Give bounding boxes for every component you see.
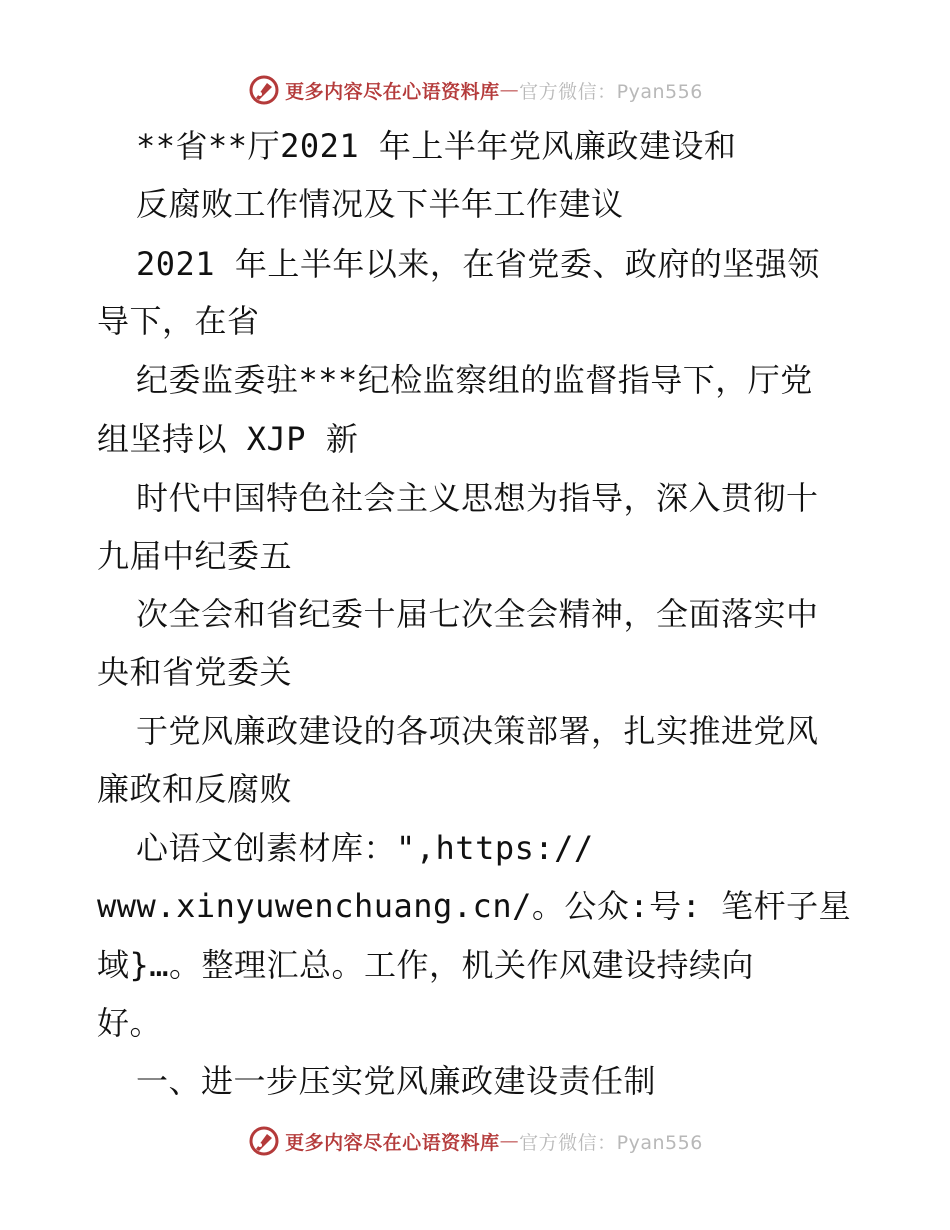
paragraph-line: www.xinyuwenchuang.cn/。公众:号: 笔杆子星 — [97, 887, 852, 925]
watermark-footer — [0, 1121, 950, 1161]
document-title-line-2: 反腐败工作情况及下半年工作建议 — [136, 185, 624, 223]
paragraph-line: 组坚持以 XJP 新 — [97, 420, 359, 458]
pen-nib-circle-icon — [247, 1124, 281, 1158]
paragraph-line: 次全会和省纪委十届七次全会精神，全面落实中 — [136, 595, 819, 633]
paragraph-line: 廉政和反腐败 — [97, 770, 293, 808]
paragraph-line: 于党风廉政建设的各项决策部署，扎实推进党风 — [136, 712, 819, 750]
paragraph-line: 好。 — [97, 1004, 163, 1042]
paragraph-line: 2021 年上半年以来，在省党委、政府的坚强领 — [136, 245, 820, 283]
paragraph-line: 央和省党委关 — [97, 653, 293, 691]
paragraph-line: 导下，在省 — [97, 302, 260, 340]
watermark-separator: — — [499, 79, 520, 101]
watermark-wechat: 官方微信：Pyan556 — [519, 1131, 703, 1154]
paragraph-line: 九届中纪委五 — [97, 537, 293, 575]
watermark-text: 更多内容尽在心语资料库 — [285, 80, 500, 103]
pen-nib-circle-icon — [247, 73, 281, 107]
paragraph-line: 纪委监委驻***纪检监察组的监督指导下，厅党 — [136, 361, 813, 399]
paragraph-line: 时代中国特色社会主义思想为指导，深入贯彻十 — [136, 479, 819, 517]
watermark-separator: — — [499, 1130, 520, 1152]
document-title-line-1: **省**厅2021 年上半年党风廉政建设和 — [136, 127, 737, 165]
watermark-header — [0, 70, 950, 110]
section-heading: 一、进一步压实党风廉政建设责任制 — [136, 1062, 657, 1100]
paragraph-line: 心语文创素材库：",https:// — [136, 829, 594, 867]
watermark-text: 更多内容尽在心语资料库 — [285, 1131, 500, 1154]
watermark-wechat: 官方微信：Pyan556 — [519, 80, 703, 103]
paragraph-line: 域}…。整理汇总。工作，机关作风建设持续向 — [97, 946, 755, 984]
